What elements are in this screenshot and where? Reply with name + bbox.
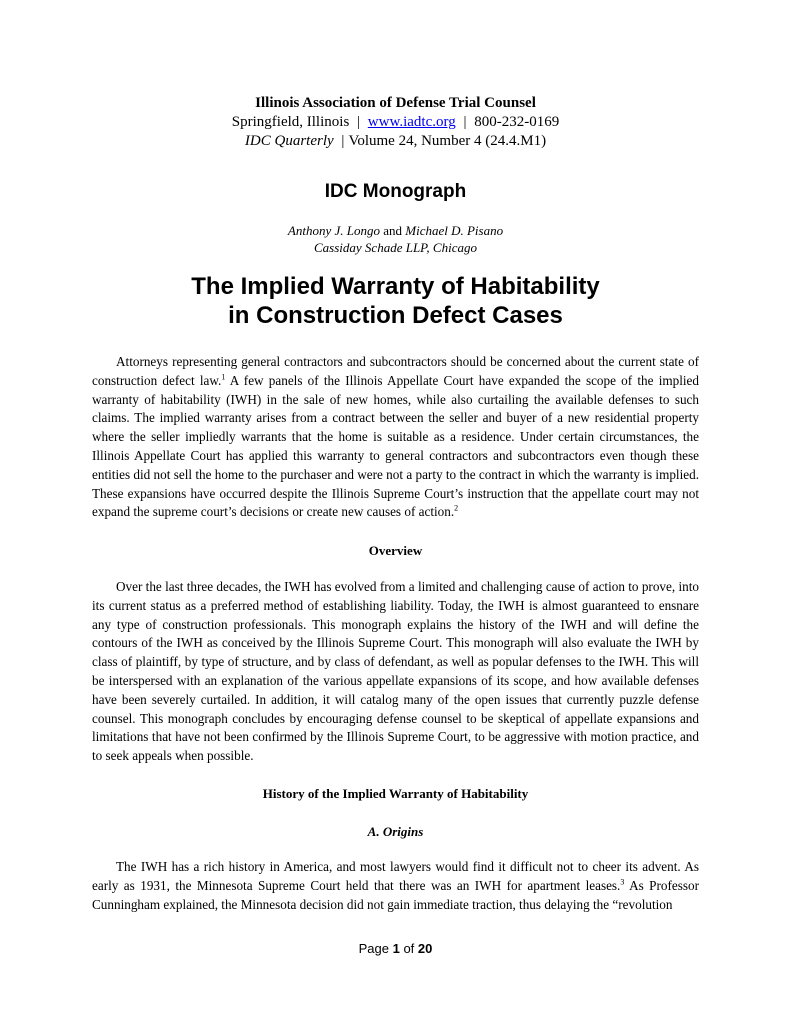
current-page: 1 bbox=[392, 941, 400, 956]
overview-text: Over the last three decades, the IWH has evolved from a limited and challenging cause of action to prove, into its current status as a preferred method of establishing liability. Today, the IWH is almost guaranteed to ensnare any type of construction professionals. This monograph explains the history of the IWH and will define the contours of the IWH as conceived by the Illinois Supreme Court. This monograph will also evaluate the IWH by class of plaintiff, by type of structure, and by class of defendant, as well as popular defenses to the IWH. This will be interspersed with an explanation of the various appellate expansions of its scope, and how available defenses have been severely curtailed. In addition, it will catalog many of the open issues that currently puzzle defense counsel. This monograph concludes by encouraging defense counsel to be skeptical of appellate expansions and limitations that have not been confirmed by the Illinois Supreme Court, to be aggressive with motion practice, and to seek appeals when possible. bbox=[92, 579, 699, 764]
author-name: Anthony J. Longo bbox=[287, 223, 380, 238]
intro-text: A few panels of the Illinois Appellate Court have expanded the scope of the implied warranty of habitability (IWH) in the sale of new homes, while also curtailing the available defenses to such claims. The implied warranty arises from a contract between the seller and buyer of a new residential property where the seller impliedly warrants that the home is suitable as a residence. Under certain circumstances, the Illinois Appellate Court has applied this warranty to general contractors and subcontractors even though these entities did not sell the home to the purchaser and were not a party to the contract in which the warranty is implied. These expansions have occurred despite the Illinois Supreme Court’s instruction that the appellate court may not expand the supreme court’s decisions or create new causes of action. bbox=[92, 372, 699, 520]
page-footer bbox=[0, 941, 791, 956]
separator: | bbox=[341, 133, 345, 149]
publication-name: IDC Quarterly bbox=[244, 133, 334, 149]
contact-line bbox=[0, 113, 791, 132]
monograph-label: IDC Monograph bbox=[324, 181, 467, 202]
article-title bbox=[0, 272, 791, 330]
website-link[interactable]: www.iadtc.org bbox=[367, 114, 456, 130]
history-text: As Professor Cunningham explained, the Minnesota decision did not gain immediate traction, thus delaying the “revolution bbox=[92, 877, 699, 912]
overview-paragraph bbox=[92, 578, 699, 766]
publication-line bbox=[0, 132, 791, 151]
section-heading-history: History of the Implied Warranty of Habitability bbox=[262, 786, 529, 801]
law-firm: Cassiday Schade LLP, Chicago bbox=[314, 240, 477, 255]
author-line bbox=[0, 222, 791, 239]
history-paragraph bbox=[92, 858, 699, 914]
page-word: Page bbox=[358, 941, 389, 956]
author-block bbox=[0, 222, 791, 256]
footnote-ref[interactable]: 2 bbox=[454, 503, 459, 513]
intro-text: Attorneys representing general contractors and subcontractors should be concerned about the current state of construction defect law. bbox=[92, 354, 699, 388]
footnote-ref[interactable]: 1 bbox=[221, 372, 226, 382]
total-pages: 20 bbox=[417, 941, 433, 956]
title-line-1: The Implied Warranty of Habitability bbox=[191, 273, 600, 300]
title-line-2: in Construction Defect Cases bbox=[228, 302, 563, 329]
footnote-ref[interactable]: 3 bbox=[620, 877, 625, 887]
separator: | bbox=[357, 114, 361, 130]
volume-info: Volume 24, Number 4 (24.4.M1) bbox=[348, 133, 547, 149]
history-text: The IWH has a rich history in America, and most lawyers would find it difficult not to cheer its advent. As early as 1931, the Minnesota Supreme Court held that there was an IWH for apartment leases. bbox=[92, 859, 699, 893]
organization-name: Illinois Association of Defense Trial Counsel bbox=[255, 95, 536, 111]
masthead bbox=[0, 94, 791, 151]
author-name: Michael D. Pisano bbox=[405, 223, 504, 238]
section-heading-overview: Overview bbox=[368, 543, 423, 558]
separator: | bbox=[463, 114, 467, 130]
of-word: of bbox=[403, 941, 415, 956]
phone-number: 800-232-0169 bbox=[474, 114, 560, 130]
author-conjunction: and bbox=[383, 223, 402, 238]
location: Springfield, Illinois bbox=[231, 114, 350, 130]
intro-paragraph bbox=[92, 353, 699, 522]
subsection-heading-origins: A. Origins bbox=[367, 824, 424, 839]
